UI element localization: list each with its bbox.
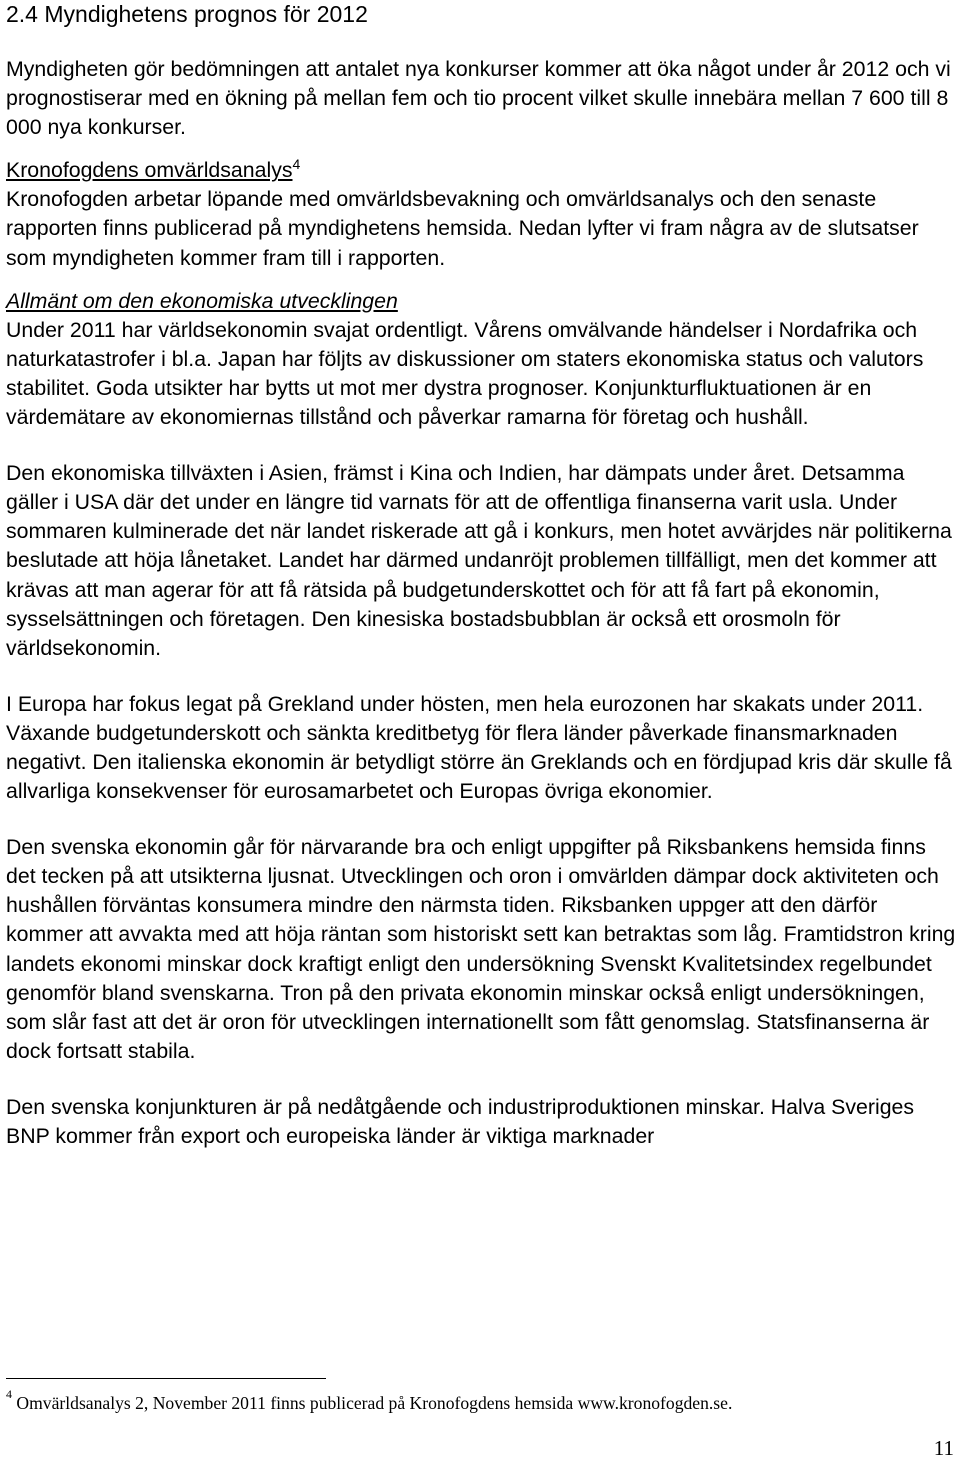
economy-paragraph-5: Den svenska konjunkturen är på nedåtgående och industriproduktionen minskar. Halva Sveriges BNP kommer från export och europeiska länder är viktiga marknader bbox=[6, 1094, 915, 1148]
page-number: 11 bbox=[933, 1436, 954, 1460]
analysis-heading-text: Kronofogdens omvärldsanalys bbox=[6, 158, 293, 183]
economy-paragraph-1: Under 2011 har världsekonomin svajat ordentligt. Vårens omvälvande händelser i Nordafrika och naturkatastrofer i bl.a. Japan har följts av diskussioner om staters ekonomiska status och valutors stabilitet. Goda utsikter har bytts ut mot mer dystra prognoser. Konjunkturfluktuationen är en värdemätare av ekonomiernas tillstånd och påverkar ramarna för företag och hushåll. bbox=[6, 317, 924, 430]
footnote-text: Omvärldsanalys 2, November 2011 finns publicerad på Kronofogdens hemsida www.kronofogden.se. bbox=[12, 1393, 733, 1413]
economy-paragraph-4: Den svenska ekonomin går för närvarande bra och enligt uppgifter på Riksbankens hemsida finns det tecken på att utsikterna ljusnat. Utvecklingen och oron i omvärlden dämpar dock aktiviteten och hushållen förväntas konsumera mindre den närmsta tiden. Riksbanken uppger att den därför kommer att avvakta med att höja räntan som historiskt sett kan betraktas som låg. Framtidstron kring landets ekonomi minskar dock kraftigt enligt den undersökning Svenskt Kvalitetsindex regelbundet genomför bland svenskarna. Tron på den privata ekonomin minskar också enligt undersökningen, som slår fast att det är oron för utvecklingen internationellt som fått genomslag. Statsfinanserna är dock fortsatt stabila. bbox=[6, 835, 956, 1063]
analysis-heading: Kronofogdens omvärldsanalys$^4$ bbox=[6, 155, 301, 183]
economy-paragraph-3: I Europa har fokus legat på Grekland under hösten, men hela eurozonen har skakats under 2011. Växande budgetunderskott och sänkta kreditbetyg för flera länder påverkade finansmarknaden negativt. Den italienska ekonomin är betydligt större än Greklands och en fördjupad kris där skulle få allvarliga konsekvenser för eurosamarbetet och Europas övriga ekonomier. bbox=[6, 691, 952, 804]
footnote-divider bbox=[6, 1378, 326, 1379]
economy-paragraph-2: Den ekonomiska tillväxten i Asien, främst i Kina och Indien, har dämpats under året. Detsamma gäller i USA där det under en längre tid varnats för att de offentliga finanserna varit usla. Under sommaren kulminerade det när landet riskerade att gå i konkurs, men hotet avvärjdes när politikerna beslutade att höja lånetaket. Landet har därmed undanröjt problemen tillfälligt, men det kommer att krävas att man agerar för att få rätsida på budgetunderskottet och för att få fart på ekonomin, sysselsättningen och företagen. Den kinesiska bostadsbubblan är också ett orosmoln för världsekonomin. bbox=[6, 461, 952, 660]
intro-paragraph: Myndigheten gör bedömningen att antalet nya konkurser kommer att öka något under år 2012 och vi prognostiserar med en ökning på mellan fem och tio procent vilket skulle innebära mellan 7 600 till 8 000 nya konkurser. bbox=[6, 57, 951, 140]
economy-heading: Allmänt om den ekonomiska utvecklingen bbox=[6, 288, 398, 313]
section-heading: 2.4 Myndighetens prognos för 2012 bbox=[6, 1, 368, 27]
document-page bbox=[6, 0, 956, 1151]
analysis-paragraph: Kronofogden arbetar löpande med omvärldsbevakning och omvärldsanalys och den senaste rapporten finns publicerad på myndighetens hemsida. Nedan lyfter vi fram några av de slutsatser som myndigheten kommer fram till i rapporten. bbox=[6, 187, 919, 270]
footnote: $^4$ Omvärldsanalys 2, November 2011 finns publicerad på Kronofogdens hemsida www.kronofogden.se. bbox=[6, 1387, 733, 1413]
